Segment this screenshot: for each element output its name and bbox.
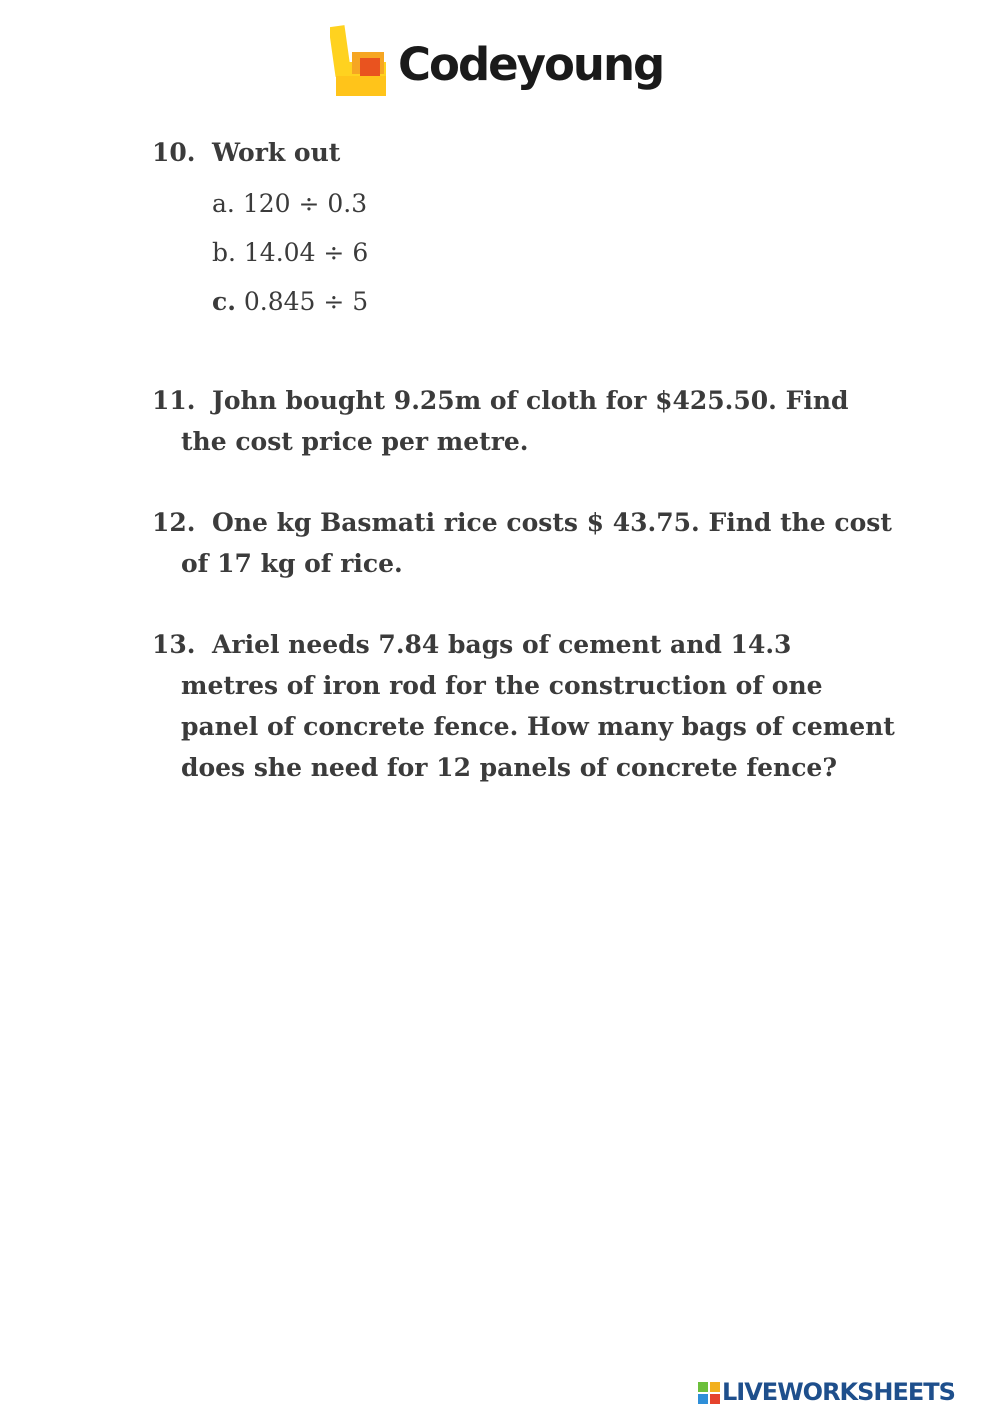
question-number: 10. [152, 138, 196, 167]
question-line: One kg Basmati rice costs $ 43.75. Find the cost [212, 508, 892, 537]
question-number: 12. [152, 508, 196, 537]
liveworksheets-logo-icon [698, 1382, 720, 1404]
part-letter: a. [212, 189, 235, 218]
question-number: 13. [152, 630, 196, 659]
part-expression: 0.845 ÷ 5 [243, 287, 369, 316]
question-11 [152, 380, 892, 462]
liveworksheets-brand: LIVEWORKSHEETS [722, 1378, 955, 1406]
question-12 [152, 502, 892, 584]
part-letter: c. [212, 287, 236, 316]
question-10-part-a [212, 179, 367, 228]
codeyoung-logo [330, 24, 675, 106]
question-10-part-c [212, 277, 368, 326]
question-13 [152, 624, 895, 788]
liveworksheets-watermark [698, 1378, 996, 1408]
question-title: Work out [212, 138, 341, 167]
part-expression: 14.04 ÷ 6 [243, 238, 369, 267]
codeyoung-logo-mark-icon [330, 24, 390, 100]
part-letter: b. [212, 238, 236, 267]
question-line: of 17 kg of rice. [181, 549, 403, 578]
question-line: panel of concrete fence. How many bags of cement [181, 712, 895, 741]
question-line: does she need for 12 panels of concrete fence? [181, 753, 837, 782]
brand-name: Codeyoung [398, 38, 664, 91]
question-line: the cost price per metre. [181, 427, 529, 456]
question-10-part-b [212, 228, 368, 277]
question-line: John bought 9.25m of cloth for $425.50. Find [212, 386, 849, 415]
question-line: Ariel needs 7.84 bags of cement and 14.3 [212, 630, 792, 659]
question-10 [152, 132, 892, 173]
question-number: 11. [152, 386, 196, 415]
question-line: metres of iron rod for the construction of one [181, 671, 823, 700]
part-expression: 120 ÷ 0.3 [242, 189, 368, 218]
